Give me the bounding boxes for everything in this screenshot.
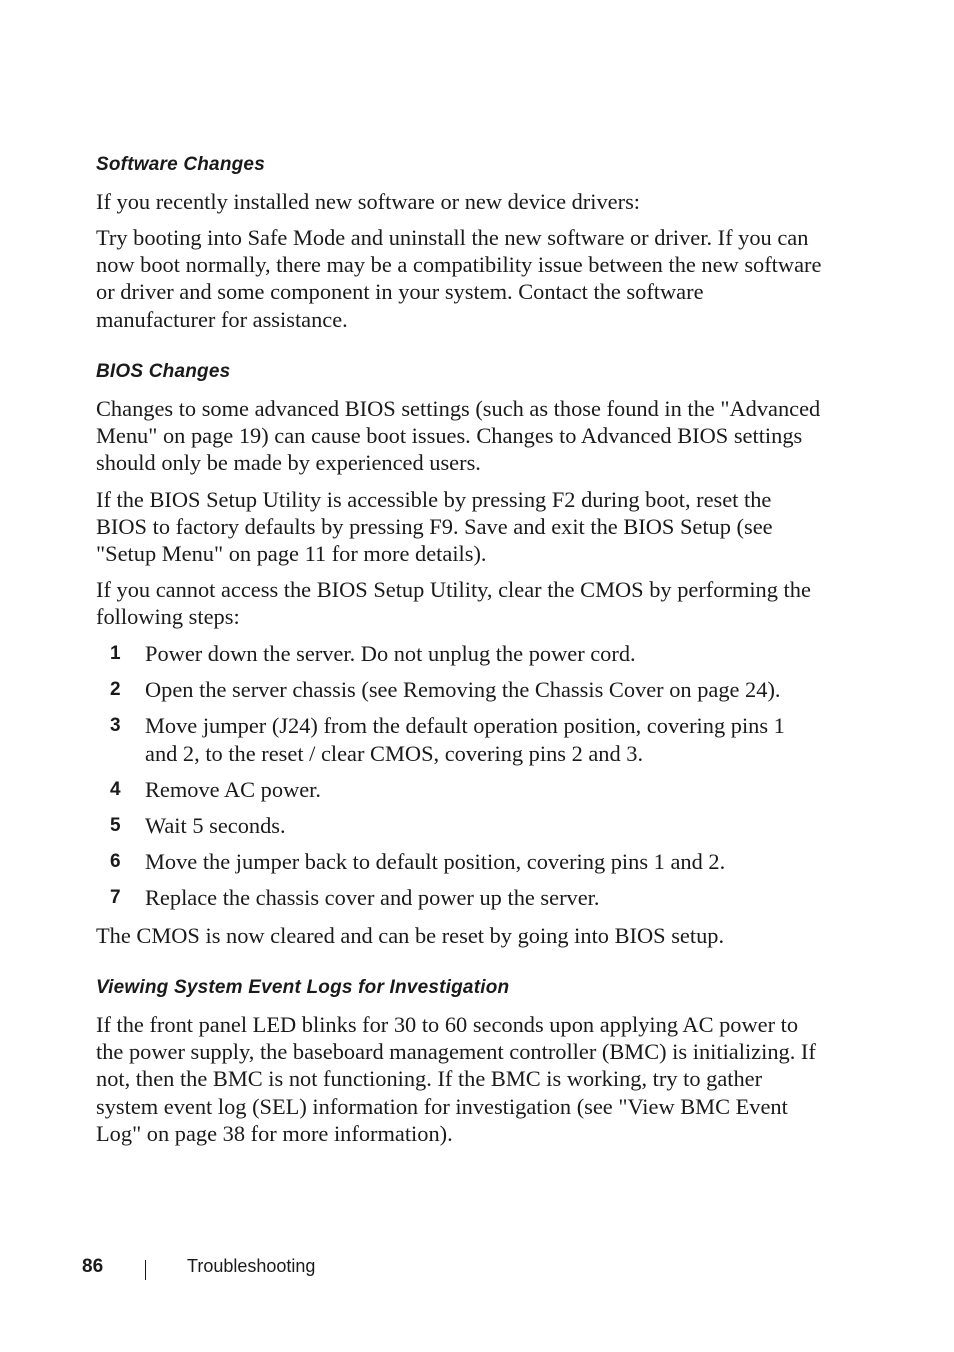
list-item [96,848,826,875]
cmos-clear-steps [96,640,826,912]
list-item [96,676,826,703]
paragraph: If the front panel LED blinks for 30 to 60 seconds upon applying AC power to the power supply, the baseboard management controller (BMC) is initializing. If not, then the BMC is not functioning. If the BMC is working, try to gather system event log (SEL) information for investigation (see "View BMC Event Log" on page 38 for more information). [96,1012,816,1146]
step-number: 2 [110,679,121,701]
step-number: 6 [110,851,121,873]
section-heading-software-changes: Software Changes [96,154,265,175]
step-text: Move the jumper back to default position, covering pins 1 and 2. [145,849,726,875]
page-footer [0,1256,954,1284]
section-heading-viewing-event-logs: Viewing System Event Logs for Investigation [96,977,510,998]
paragraph: If you cannot access the BIOS Setup Utility, clear the CMOS by performing the following steps: [96,577,811,630]
step-number: 3 [110,715,121,737]
step-text: Move jumper (J24) from the default operation position, covering pins 1 and 2, to the reset / clear CMOS, covering pins 2 and 3. [145,713,785,766]
paragraph: If you recently installed new software or new device drivers: [96,189,641,214]
step-text: Remove AC power. [145,776,321,802]
footer-divider [145,1260,146,1280]
step-number: 5 [110,815,121,837]
list-item [96,776,826,803]
paragraph: If the BIOS Setup Utility is accessible by pressing F2 during boot, reset the BIOS to factory defaults by pressing F9. Save and exit the BIOS Setup (see "Setup Menu" on page 11 for more details). [96,487,773,567]
step-text: Power down the server. Do not unplug the power cord. [145,641,636,666]
list-item [96,712,826,766]
page-number: 86 [82,1256,104,1277]
step-text: Replace the chassis cover and power up the server. [145,885,600,911]
section-heading-bios-changes: BIOS Changes [96,361,231,382]
step-number: 7 [110,887,121,909]
footer-section-title: Troubleshooting [187,1256,316,1276]
step-text: Open the server chassis (see Removing the Chassis Cover on page 24). [145,677,781,703]
step-number: 4 [110,778,121,800]
paragraph: The CMOS is now cleared and can be reset by going into BIOS setup. [96,923,725,948]
step-number: 1 [110,643,121,664]
paragraph: Changes to some advanced BIOS settings (such as those found in the "Advanced Menu" on page 19) can cause boot issues. Changes to Advanced BIOS settings should only be made by experienced users. [96,396,821,476]
list-item [96,884,826,911]
step-text: Wait 5 seconds. [145,813,286,839]
paragraph: Try booting into Safe Mode and uninstall the new software or driver. If you can now boot normally, there may be a compatibility issue between the new software or driver and some component in your system. Contact the software manufacturer for assistance. [96,225,822,332]
list-item [96,812,826,839]
list-item [96,640,826,667]
